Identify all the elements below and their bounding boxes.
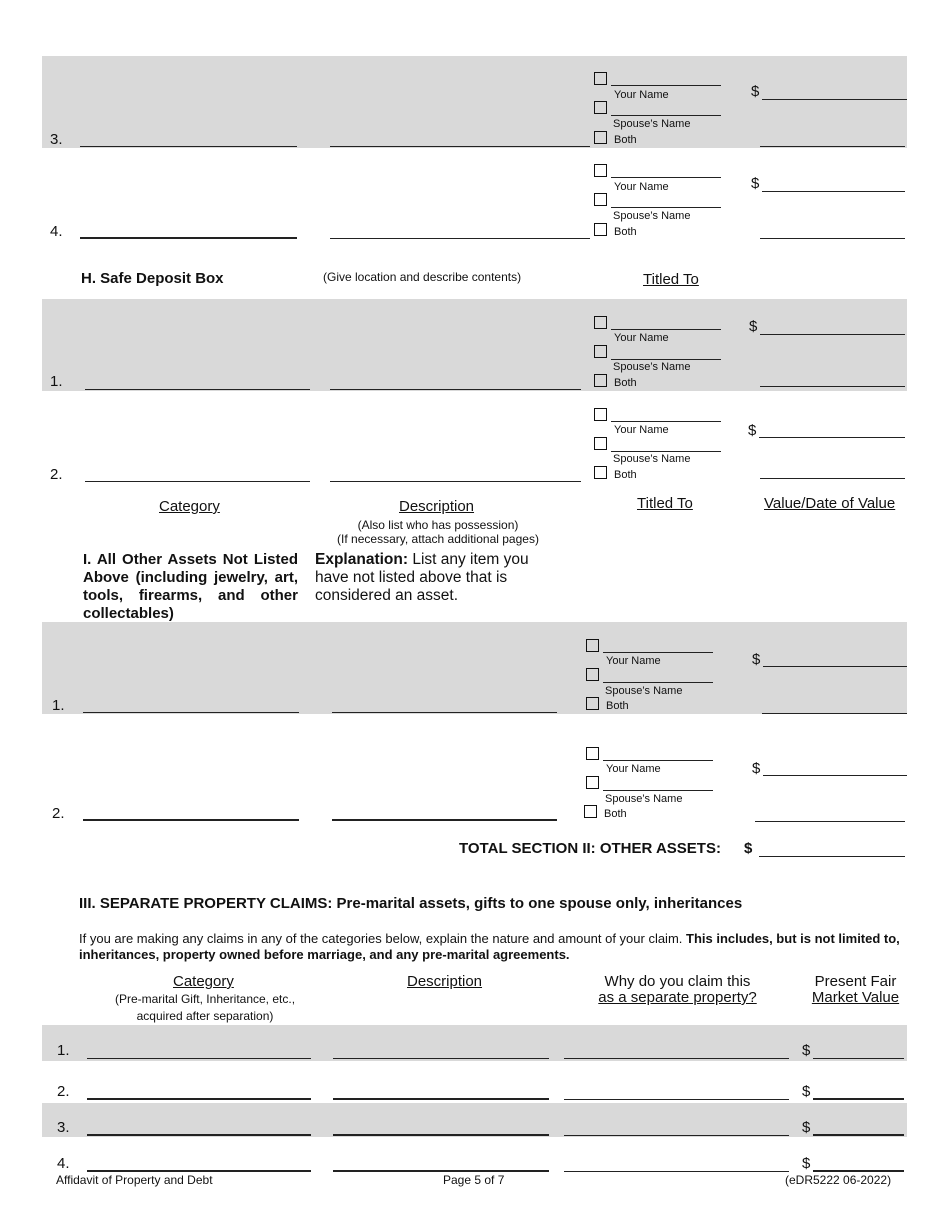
description-field[interactable] [333, 1058, 549, 1059]
value-field[interactable] [760, 334, 905, 335]
value-field[interactable] [813, 1098, 904, 1100]
section-i-explanation [315, 551, 545, 605]
row-background [42, 622, 907, 714]
date-field[interactable] [760, 386, 905, 387]
value-field[interactable] [763, 666, 907, 667]
row-background [42, 1025, 907, 1061]
your-name-label: Your Name [606, 655, 661, 667]
explanation-text: List any item you have not listed above that is considered an asset. [315, 551, 529, 604]
spouse-name-line[interactable] [603, 682, 713, 683]
row-number: 1. [57, 1042, 70, 1059]
value-field[interactable] [813, 1170, 904, 1172]
description-note-1: (Also list who has possession) [357, 518, 519, 532]
description-field[interactable] [333, 1134, 549, 1136]
value-field[interactable] [813, 1058, 904, 1059]
both-label: Both [604, 808, 627, 820]
column-category: Category [159, 498, 220, 515]
spouse-name-checkbox[interactable] [594, 437, 607, 450]
currency-symbol: $ [752, 760, 761, 777]
both-checkbox[interactable] [594, 374, 607, 387]
location-field[interactable] [85, 481, 310, 482]
value-field[interactable] [813, 1134, 904, 1136]
spouse-name-checkbox[interactable] [594, 193, 607, 206]
date-field[interactable] [760, 478, 905, 479]
your-name-line[interactable] [611, 421, 721, 422]
both-checkbox[interactable] [586, 697, 599, 710]
date-field[interactable] [760, 146, 905, 147]
section-h-instruction: (Give location and describe contents) [323, 270, 522, 284]
footer-form-code: (eDR5222 06-2022) [785, 1173, 892, 1187]
both-label: Both [614, 226, 637, 238]
spouse-name-line[interactable] [611, 207, 721, 208]
category-note-1: (Pre-marital Gift, Inheritance, etc., [114, 992, 296, 1006]
currency-symbol: $ [752, 651, 761, 668]
row-number: 4. [50, 223, 63, 240]
description-field[interactable] [333, 1170, 549, 1172]
currency-symbol: $ [802, 1155, 811, 1172]
your-name-checkbox[interactable] [586, 639, 599, 652]
column-why-2: as a separate property? [598, 989, 757, 1006]
spouse-name-checkbox[interactable] [594, 345, 607, 358]
your-name-line[interactable] [611, 85, 721, 86]
both-label: Both [606, 700, 629, 712]
row-number: 4. [57, 1155, 70, 1172]
spouse-name-line[interactable] [611, 115, 721, 116]
value-field[interactable] [763, 775, 907, 776]
column-category: Category [173, 973, 234, 990]
currency-symbol: $ [751, 175, 760, 192]
your-name-checkbox[interactable] [594, 408, 607, 421]
currency-symbol: $ [748, 422, 757, 439]
category-field[interactable] [87, 1134, 311, 1136]
both-label: Both [614, 377, 637, 389]
description-field[interactable] [330, 238, 590, 239]
description-field[interactable] [333, 1098, 549, 1100]
row-number: 2. [57, 1083, 70, 1100]
your-name-line[interactable] [603, 760, 713, 761]
category-field[interactable] [83, 712, 299, 713]
your-name-line[interactable] [611, 329, 721, 330]
section-h-title: H. Safe Deposit Box [81, 270, 224, 287]
category-note-2: acquired after separation) [136, 1009, 274, 1023]
currency-symbol: $ [802, 1083, 811, 1100]
row-background [42, 56, 907, 148]
intro-bold-text: This includes, but is not limited to, inheritances, property owned before marriage, and any pre-marital agreements. [79, 931, 900, 962]
value-field[interactable] [759, 437, 905, 438]
spouse-name-label: Spouse’s Name [605, 685, 683, 697]
row-background [42, 299, 907, 391]
intro-text: If you are making any claims in any of the categories below, explain the nature and amount of your claim. [79, 931, 683, 946]
explanation-label: Explanation: [315, 551, 409, 568]
both-checkbox[interactable] [594, 223, 607, 236]
row-number: 1. [50, 373, 63, 390]
category-field[interactable] [87, 1058, 311, 1059]
both-checkbox[interactable] [594, 131, 607, 144]
row-number: 3. [57, 1119, 70, 1136]
both-label: Both [614, 134, 637, 146]
your-name-checkbox[interactable] [594, 72, 607, 85]
column-description: Description [399, 498, 475, 515]
description-field[interactable] [332, 712, 557, 713]
description-field[interactable] [330, 146, 590, 147]
your-name-line[interactable] [603, 652, 713, 653]
section-iii-title: III. SEPARATE PROPERTY CLAIMS: Pre-marital assets, gifts to one spouse only, inheritances [79, 895, 743, 912]
currency-symbol: $ [751, 83, 760, 100]
category-field[interactable] [80, 237, 297, 239]
total-field[interactable] [759, 856, 905, 857]
column-description: Description [407, 973, 483, 990]
value-field[interactable] [762, 191, 905, 192]
row-number: 3. [50, 131, 63, 148]
spouse-name-line[interactable] [611, 359, 721, 360]
section-h-titled-to: Titled To [643, 271, 699, 288]
contents-field[interactable] [330, 481, 581, 482]
total-label: TOTAL SECTION II: OTHER ASSETS: [459, 840, 721, 857]
section-i-title: I. All Other Assets Not Listed Above (including jewelry, art, tools, firearms, and other collectables) [83, 551, 298, 622]
your-name-checkbox[interactable] [594, 164, 607, 177]
date-field[interactable] [755, 821, 905, 822]
spouse-name-checkbox[interactable] [586, 668, 599, 681]
footer-form-name: Affidavit of Property and Debt [56, 1173, 213, 1187]
currency-symbol: $ [802, 1119, 811, 1136]
reason-field[interactable] [564, 1135, 789, 1136]
column-value-1: Present Fair [814, 973, 897, 990]
both-checkbox[interactable] [594, 466, 607, 479]
your-name-label: Your Name [614, 424, 669, 436]
spouse-name-label: Spouse’s Name [613, 453, 691, 465]
column-why-1: Why do you claim this [604, 973, 751, 990]
your-name-label: Your Name [614, 89, 669, 101]
spouse-name-line[interactable] [611, 451, 721, 452]
your-name-label: Your Name [614, 181, 669, 193]
description-note-2: (If necessary, attach additional pages) [337, 532, 539, 546]
footer-page-number: Page 5 of 7 [443, 1173, 505, 1187]
column-value: Value/Date of Value [764, 495, 896, 512]
date-field[interactable] [760, 238, 905, 239]
reason-field[interactable] [564, 1171, 789, 1172]
spouse-name-label: Spouse’s Name [613, 361, 691, 373]
total-currency: $ [744, 840, 753, 857]
contents-field[interactable] [330, 389, 581, 390]
spouse-name-label: Spouse’s Name [605, 793, 683, 805]
spouse-name-line[interactable] [603, 790, 713, 791]
row-background [42, 1103, 907, 1137]
spouse-name-label: Spouse’s Name [613, 118, 691, 130]
column-value-2: Market Value [811, 989, 900, 1006]
your-name-label: Your Name [614, 332, 669, 344]
your-name-line[interactable] [611, 177, 721, 178]
location-field[interactable] [85, 389, 310, 390]
description-field[interactable] [332, 819, 557, 821]
currency-symbol: $ [749, 318, 758, 335]
both-checkbox[interactable] [584, 805, 597, 818]
spouse-name-checkbox[interactable] [594, 101, 607, 114]
your-name-checkbox[interactable] [594, 316, 607, 329]
row-number: 1. [52, 697, 65, 714]
category-field[interactable] [87, 1170, 311, 1172]
currency-symbol: $ [802, 1042, 811, 1059]
date-field[interactable] [762, 713, 907, 714]
spouse-name-checkbox[interactable] [586, 776, 599, 789]
value-field[interactable] [762, 99, 907, 100]
row-number: 2. [50, 466, 63, 483]
reason-field[interactable] [564, 1099, 789, 1100]
your-name-label: Your Name [606, 763, 661, 775]
section-iii-intro [79, 931, 901, 963]
reason-field[interactable] [564, 1058, 789, 1059]
category-field[interactable] [80, 146, 297, 147]
spouse-name-label: Spouse’s Name [613, 210, 691, 222]
column-titled-to: Titled To [637, 495, 693, 512]
category-field[interactable] [83, 819, 299, 821]
your-name-checkbox[interactable] [586, 747, 599, 760]
both-label: Both [614, 469, 637, 481]
row-number: 2. [52, 805, 65, 822]
category-field[interactable] [87, 1098, 311, 1100]
